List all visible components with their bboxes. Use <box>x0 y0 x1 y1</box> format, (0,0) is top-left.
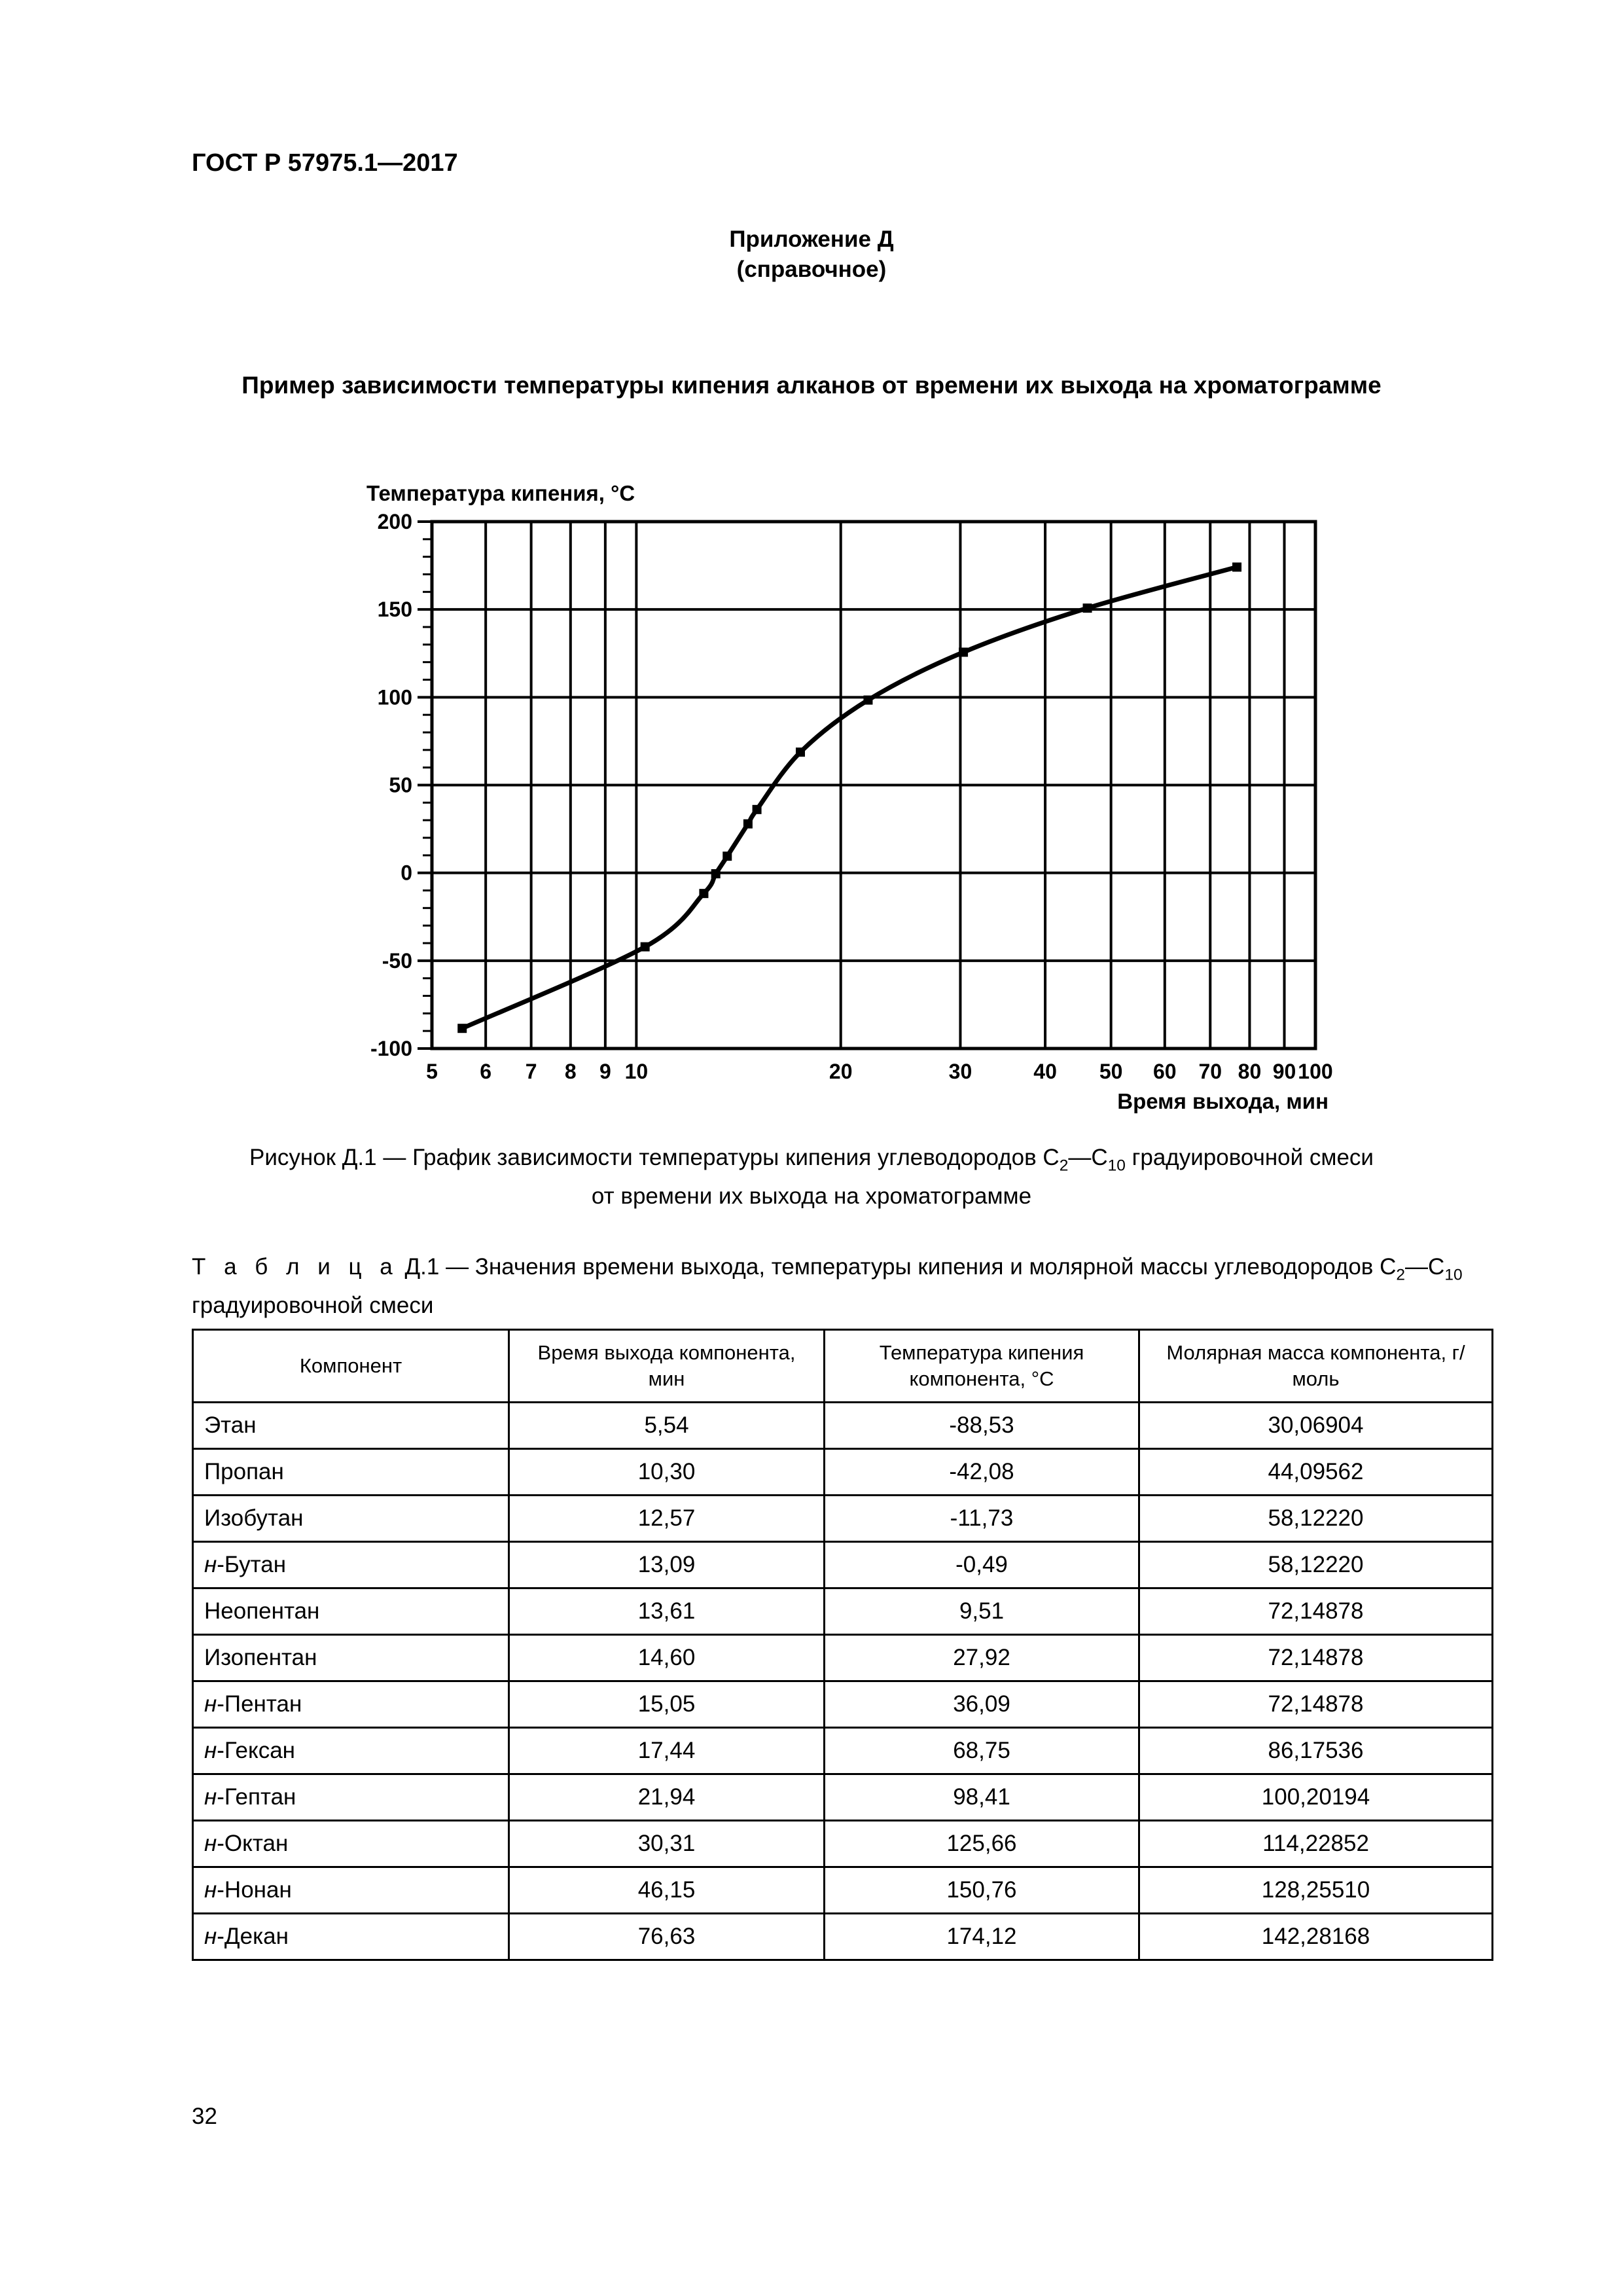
table-row <box>193 1774 1493 1821</box>
table-row <box>193 1542 1493 1588</box>
cell-temperature: 27,92 <box>825 1635 1139 1681</box>
component-name: Изобутан <box>204 1505 304 1531</box>
cell-time: 13,09 <box>509 1542 825 1588</box>
component-name: Пропан <box>204 1459 284 1484</box>
cell-temperature: 150,76 <box>825 1867 1139 1914</box>
cell-temperature: 36,09 <box>825 1681 1139 1728</box>
x-tick-label: 5 <box>426 1060 438 1083</box>
cell-component <box>193 1449 509 1496</box>
component-name: Этан <box>204 1412 257 1438</box>
cell-mass: 100,20194 <box>1139 1774 1493 1821</box>
data-point <box>711 869 721 878</box>
appendix-label: Приложение Д <box>729 226 894 252</box>
x-tick-label: 80 <box>1238 1060 1262 1083</box>
data-point <box>1232 562 1241 571</box>
component-name: -Нонан <box>217 1877 292 1903</box>
data-point <box>753 805 762 814</box>
cell-component <box>193 1635 509 1681</box>
cell-time: 10,30 <box>509 1449 825 1496</box>
table-caption <box>192 1252 1494 1321</box>
cell-temperature: 68,75 <box>825 1728 1139 1774</box>
cell-temperature: 174,12 <box>825 1914 1139 1960</box>
table-caption-text: —C <box>1405 1254 1445 1280</box>
component-name: -Октан <box>217 1831 289 1856</box>
cell-time: 5,54 <box>509 1403 825 1449</box>
data-point <box>641 942 650 952</box>
cell-mass: 44,09562 <box>1139 1449 1493 1496</box>
cell-time: 14,60 <box>509 1635 825 1681</box>
cell-time: 21,94 <box>509 1774 825 1821</box>
cell-component <box>193 1774 509 1821</box>
figure-caption <box>196 1143 1427 1211</box>
y-tick-label: -100 <box>370 1037 412 1060</box>
x-tick-label: 40 <box>1033 1060 1057 1083</box>
data-point <box>796 747 805 757</box>
table-body <box>193 1403 1493 1960</box>
x-tick-label: 60 <box>1153 1060 1177 1083</box>
figure-caption-text: Рисунок Д.1 — График зависимости температуры кипения углеводородов C <box>249 1145 1060 1170</box>
page-number: 32 <box>192 2104 217 2129</box>
component-name: -Гептан <box>217 1784 296 1810</box>
component-prefix: н <box>204 1691 217 1717</box>
cell-mass: 30,06904 <box>1139 1403 1493 1449</box>
figure-caption-text: градуировочной смеси <box>1125 1145 1374 1170</box>
cell-temperature: -11,73 <box>825 1496 1139 1542</box>
table-caption-line2: градуировочной смеси <box>192 1292 434 1318</box>
cell-component <box>193 1728 509 1774</box>
cell-temperature: 125,66 <box>825 1821 1139 1867</box>
x-tick-label: 90 <box>1272 1060 1296 1083</box>
cell-temperature: -42,08 <box>825 1449 1139 1496</box>
x-axis-title: Время выхода, мин <box>1117 1089 1329 1113</box>
cell-mass: 114,22852 <box>1139 1821 1493 1867</box>
data-point <box>863 696 872 705</box>
y-tick-label: 0 <box>401 861 412 885</box>
cell-time: 15,05 <box>509 1681 825 1728</box>
cell-time: 17,44 <box>509 1728 825 1774</box>
table-caption-text: Д.1 — Значения времени выхода, температуры кипения и молярной массы углеводородов C <box>398 1254 1397 1280</box>
y-tick-label: 100 <box>377 685 412 709</box>
y-tick-label: 200 <box>377 510 412 533</box>
table-row <box>193 1496 1493 1542</box>
y-axis-title: Температура кипения, °C <box>366 481 635 505</box>
table-row <box>193 1867 1493 1914</box>
component-prefix: н <box>204 1784 217 1810</box>
figure-caption-text: —C <box>1068 1145 1108 1170</box>
cell-mass: 58,12220 <box>1139 1496 1493 1542</box>
cell-mass: 72,14878 <box>1139 1681 1493 1728</box>
table-row <box>193 1588 1493 1635</box>
cell-temperature: -88,53 <box>825 1403 1139 1449</box>
header-temperature: Температура кипения компонента, °C <box>825 1330 1139 1403</box>
cell-component <box>193 1681 509 1728</box>
data-markers <box>457 562 1241 1033</box>
cell-temperature: -0,49 <box>825 1542 1139 1588</box>
component-prefix: н <box>204 1738 217 1763</box>
x-tick-label: 50 <box>1099 1060 1123 1083</box>
cell-temperature: 98,41 <box>825 1774 1139 1821</box>
x-tick-label: 7 <box>525 1060 537 1083</box>
component-prefix: н <box>204 1924 217 1949</box>
cell-mass: 72,14878 <box>1139 1635 1493 1681</box>
x-tick-labels <box>426 1060 1333 1083</box>
header-component: Компонент <box>193 1330 509 1403</box>
figure-caption-sub: 10 <box>1107 1157 1126 1175</box>
component-name: -Бутан <box>217 1552 287 1577</box>
y-tick-label: -50 <box>382 948 412 973</box>
header-mass: Молярная масса компонента, г/моль <box>1139 1330 1493 1403</box>
cell-mass: 58,12220 <box>1139 1542 1493 1588</box>
data-point <box>959 647 968 656</box>
table-row <box>193 1821 1493 1867</box>
component-name: Неопентан <box>204 1598 320 1624</box>
data-point <box>699 889 708 898</box>
cell-mass: 86,17536 <box>1139 1728 1493 1774</box>
table-caption-sub: 2 <box>1396 1266 1406 1284</box>
x-tick-label: 6 <box>480 1060 492 1083</box>
figure-caption-line2: от времени их выхода на хроматограмме <box>591 1183 1032 1209</box>
cell-component <box>193 1403 509 1449</box>
component-name: Изопентан <box>204 1645 317 1670</box>
section-heading: Пример зависимости температуры кипения алканов от времени их выхода на хроматограмме <box>241 372 1382 399</box>
table-header-row <box>193 1330 1493 1403</box>
data-point <box>1083 603 1092 613</box>
chart-grid <box>418 522 1315 1049</box>
component-prefix: н <box>204 1831 217 1856</box>
cell-component <box>193 1542 509 1588</box>
table-row <box>193 1914 1493 1960</box>
table-row <box>193 1403 1493 1449</box>
x-tick-label: 8 <box>564 1060 577 1083</box>
component-prefix: н <box>204 1877 217 1903</box>
table-caption-line1 <box>192 1252 1494 1291</box>
data-point <box>722 852 732 861</box>
cell-time: 13,61 <box>509 1588 825 1635</box>
component-name: -Пентан <box>217 1691 302 1717</box>
component-prefix: н <box>204 1552 217 1577</box>
cell-time: 46,15 <box>509 1867 825 1914</box>
appendix-type: (справочное) <box>736 257 887 282</box>
y-tick-labels <box>370 510 412 1060</box>
x-tick-label: 70 <box>1198 1060 1222 1083</box>
x-tick-label: 20 <box>829 1060 853 1083</box>
cell-time: 76,63 <box>509 1914 825 1960</box>
table-caption-sub: 10 <box>1444 1266 1463 1284</box>
figure-caption-sub: 2 <box>1059 1157 1069 1175</box>
data-point <box>457 1024 467 1033</box>
y-tick-label: 50 <box>389 773 412 797</box>
cell-mass: 142,28168 <box>1139 1914 1493 1960</box>
cell-component <box>193 1914 509 1960</box>
table-row <box>193 1449 1493 1496</box>
x-tick-label: 30 <box>948 1060 972 1083</box>
y-tick-label: 150 <box>377 598 412 622</box>
header-time: Время выхода компонента, мин <box>509 1330 825 1403</box>
data-table <box>192 1329 1493 1961</box>
document-header: ГОСТ Р 57975.1—2017 <box>192 149 458 177</box>
table-row <box>193 1681 1493 1728</box>
boiling-point-chart <box>0 0 1623 1126</box>
figure-caption-line1 <box>196 1143 1427 1181</box>
component-name: -Декан <box>217 1924 289 1949</box>
cell-time: 30,31 <box>509 1821 825 1867</box>
cell-temperature: 9,51 <box>825 1588 1139 1635</box>
table-row <box>193 1728 1493 1774</box>
cell-component <box>193 1588 509 1635</box>
x-tick-label: 10 <box>624 1060 649 1083</box>
cell-component <box>193 1867 509 1914</box>
cell-component <box>193 1821 509 1867</box>
cell-time: 12,57 <box>509 1496 825 1542</box>
component-name: -Гексан <box>217 1738 295 1763</box>
cell-mass: 72,14878 <box>1139 1588 1493 1635</box>
x-tick-label: 100 <box>1298 1060 1333 1083</box>
table-caption-prefix: Т а б л и ц а <box>192 1254 399 1280</box>
series-curve <box>462 567 1237 1028</box>
table-row <box>193 1635 1493 1681</box>
cell-mass: 128,25510 <box>1139 1867 1493 1914</box>
cell-component <box>193 1496 509 1542</box>
data-point <box>743 819 753 829</box>
x-tick-label: 9 <box>599 1060 611 1083</box>
